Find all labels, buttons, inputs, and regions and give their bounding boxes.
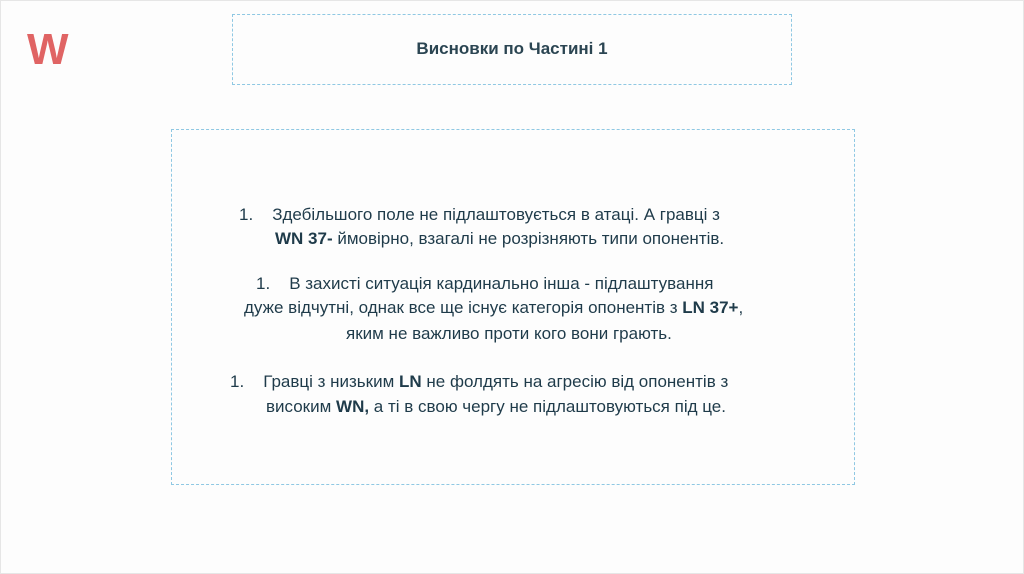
list-item-text: не фолдять на агресію від опонентів з (421, 372, 729, 391)
list-item-text: , (738, 298, 744, 317)
list-item-text: В захисті ситуація кардинально інша - підлаштування (289, 274, 714, 293)
list-number: 1. (239, 205, 254, 224)
list-item-text: а ті в свою чергу не підлаштовуються під це. (369, 397, 726, 416)
emphasis-text: LN 37+ (682, 298, 739, 317)
emphasis-text: WN, (336, 397, 370, 416)
content-box (171, 129, 855, 485)
slide-title: Висновки по Частині 1 (416, 38, 608, 58)
list-item-text: Гравці з низьким (263, 372, 400, 391)
title-box (232, 14, 792, 85)
emphasis-text: WN 37- (275, 229, 333, 248)
list-item-text: яким не важливо проти кого вони грають. (346, 324, 672, 343)
list-item-text: дуже відчутні, однак все ще існує категорія опонентів з (244, 298, 683, 317)
emphasis-text: LN (399, 372, 422, 391)
list-item-text: ймовірно, взагалі не розрізняють типи опонентів. (332, 229, 725, 248)
logo: W (27, 25, 68, 74)
list-number: 1. (230, 372, 245, 391)
list-item-text: високим (266, 397, 337, 416)
list-item-text: Здебільшого поле не підлаштовується в атаці. А гравці з (272, 205, 720, 224)
list-number: 1. (256, 274, 271, 293)
